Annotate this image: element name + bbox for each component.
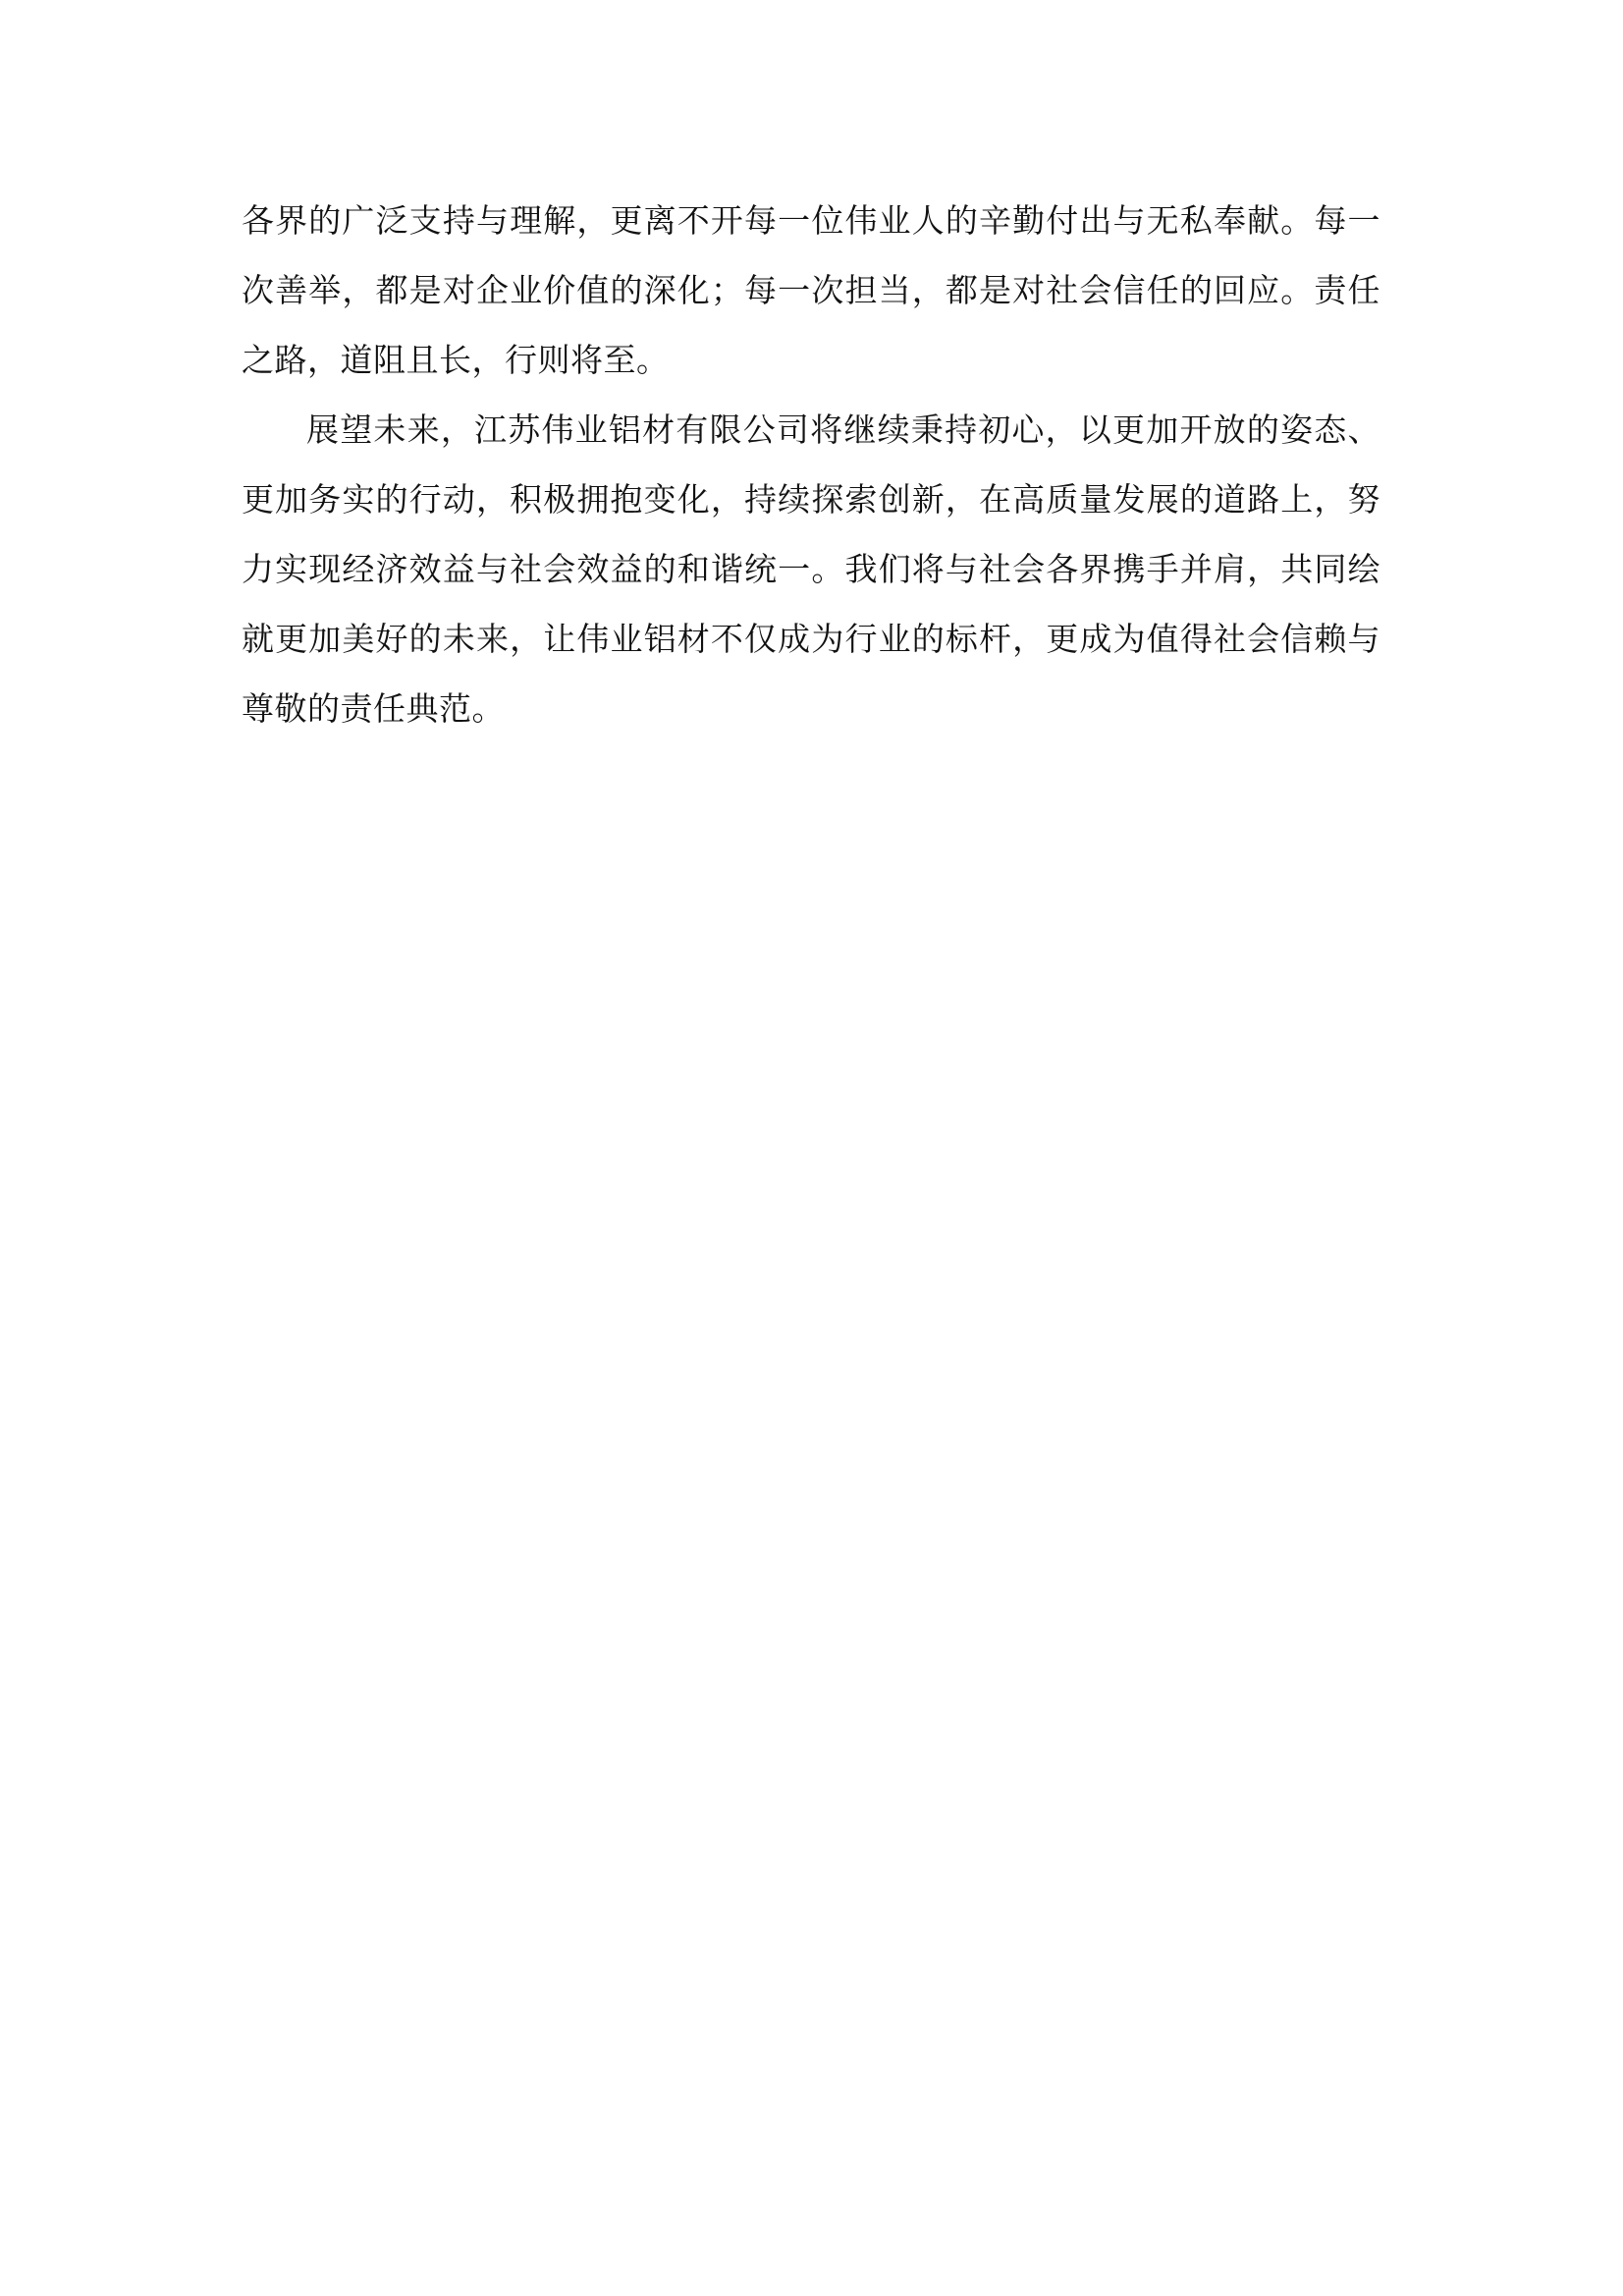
paragraph-continuation: 各界的广泛支持与理解，更离不开每一位伟业人的辛勤付出与无私奉献。每一次善举，都是对企业价值的深化；每一次担当，都是对社会信任的回应。责任之路，道阻且长，行则将至。 (242, 204, 1380, 379)
document-text-block (242, 188, 1380, 745)
paragraph-outlook: 展望未来，江苏伟业铝材有限公司将继续秉持初心，以更加开放的姿态、更加务实的行动，积极拥抱变化，持续探索创新，在高质量发展的道路上，努力实现经济效益与社会效益的和谐统一。我们将与社会各界携手并肩，共同绘就更加美好的未来，让伟业铝材不仅成为行业的标杆，更成为值得社会信赖与尊敬的责任典范。 (242, 413, 1380, 728)
